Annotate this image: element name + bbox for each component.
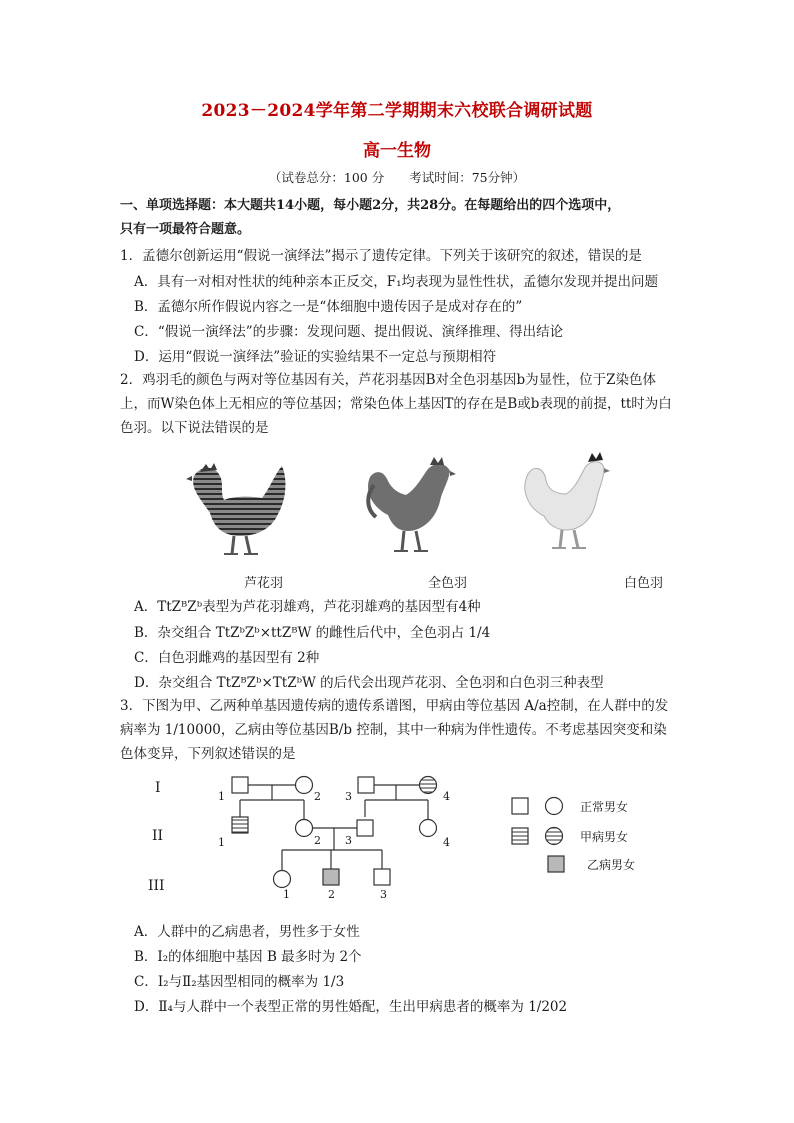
q2-option-b: B．杂交组合 TtZᵇZᵇ×ttZᴮW 的雌性后代中，全色羽占 1/4 [134,625,491,641]
generation-II: II [152,828,164,844]
caption-solid: 全色羽 [428,576,468,591]
label-I3: 3 [345,790,352,803]
legend-jia-male [512,828,528,844]
exam-title: 2023－2024学年第二学期期末六校联合调研试题 [201,101,593,121]
II3-male [357,820,373,836]
legend-label-yi: 乙病男女 [587,858,636,872]
q3-option-a: A．人群中的乙病患者，男性多于女性 [134,924,360,940]
legend-yi-male [548,856,564,872]
q1-stem: 1．孟德尔创新运用“假说一演绎法”揭示了遗传定律。下列关于该研究的叙述，错误的是 [120,248,642,264]
label-II4: 4 [443,836,450,849]
II2-female [296,820,313,837]
III3-male [374,869,390,885]
label-I4: 4 [443,790,450,803]
legend-normal-male [512,798,528,814]
legend-jia-female [546,828,563,845]
label-I1: 1 [218,790,225,803]
generation-III: III [148,878,165,894]
q1-option-d: D．运用“假说一演绎法”验证的实验结果不一定总与预期相符 [134,349,497,365]
caption-barred: 芦花羽 [244,576,284,591]
label-II3: 3 [345,834,352,847]
II4-female [420,820,437,837]
q1-option-a: A．具有一对相对性状的纯种亲本正反交，F₁均表现为显性性状，孟德尔发现并提出问题 [134,274,659,290]
I3-male [358,777,374,793]
section-heading-line2: 只有一项最符合题意。 [120,222,251,237]
I2-female [296,777,313,794]
generation-I: I [155,780,161,796]
label-II1: 1 [218,836,225,849]
II1-male-affected-jia [232,817,248,833]
q3-option-c: C．Ⅰ₂与Ⅱ₂基因型相同的概率为 1/3 [134,974,345,990]
legend-normal-female [546,798,563,815]
q2-stem: 2．鸡羽毛的颜色与两对等位基因有关，芦花羽基因B对全色羽基因b为显性，位于Z染色体上，而W染色体上无相应的等位基因；常染色体上基因T的存在是B或b表现的前提，tt时为白色羽。以下说法错误的是 [120,372,672,436]
label-II2: 2 [314,834,321,847]
q1-option-c: C．“假说一演绎法”的步骤：发现问题、提出假说、演绎推理、得出结论 [134,324,564,340]
caption-white: 白色羽 [624,576,664,591]
section-heading-line1: 一、单项选择题：本大题共14小题，每小题2分，共28分。在每题给出的四个选项中， [120,198,621,213]
I1-male [232,777,248,793]
q3-option-d: D．Ⅱ₄与人群中一个表型正常的男性婚配，生出甲病患者的概率为 1/202 [134,999,568,1015]
q2-option-d: D．杂交组合 TtZᴮZᵇ×TtZᵇW 的后代会出现芦花羽、全色羽和白色羽三种表型 [134,675,604,691]
solid-rooster-image [358,455,458,557]
legend-label-jia: 甲病男女 [580,830,629,844]
label-III2: 2 [328,888,335,901]
q2-option-a: A．TtZᴮZᵇ表型为芦花羽雄鸡，芦花羽雄鸡的基因型有4种 [134,599,481,615]
q3-option-b: B．Ⅰ₂的体细胞中基因 B 最多时为 2个 [134,949,362,965]
III1-female [274,871,291,888]
barred-rooster-image [180,458,290,560]
subject-title: 高一生物 [363,141,431,161]
III2-male-affected-yi [323,869,339,885]
legend-label-normal: 正常男女 [580,800,629,814]
white-rooster-image [518,450,618,554]
label-I2: 2 [314,790,321,803]
I4-female-affected-jia [420,777,437,794]
label-III3: 3 [380,888,387,901]
q3-stem: 3．下图为甲、乙两种单基因遗传病的遗传系谱图，甲病由等位基因 A/a控制，在人群中的发病率为 1/10000，乙病由等位基因B/b 控制，其中一种病为伴性遗传。不考虑基因突变和染色体变异，下列叙述错误的是 [120,698,669,762]
q1-option-b: B．孟德尔所作假说内容之一是“体细胞中遗传因子是成对存在的” [134,299,523,315]
exam-info: （试卷总分：100 分 考试时间：75分钟） [268,170,526,185]
label-III1: 1 [283,888,290,901]
q2-option-c: C．白色羽雌鸡的基因型有 2种 [134,650,320,666]
